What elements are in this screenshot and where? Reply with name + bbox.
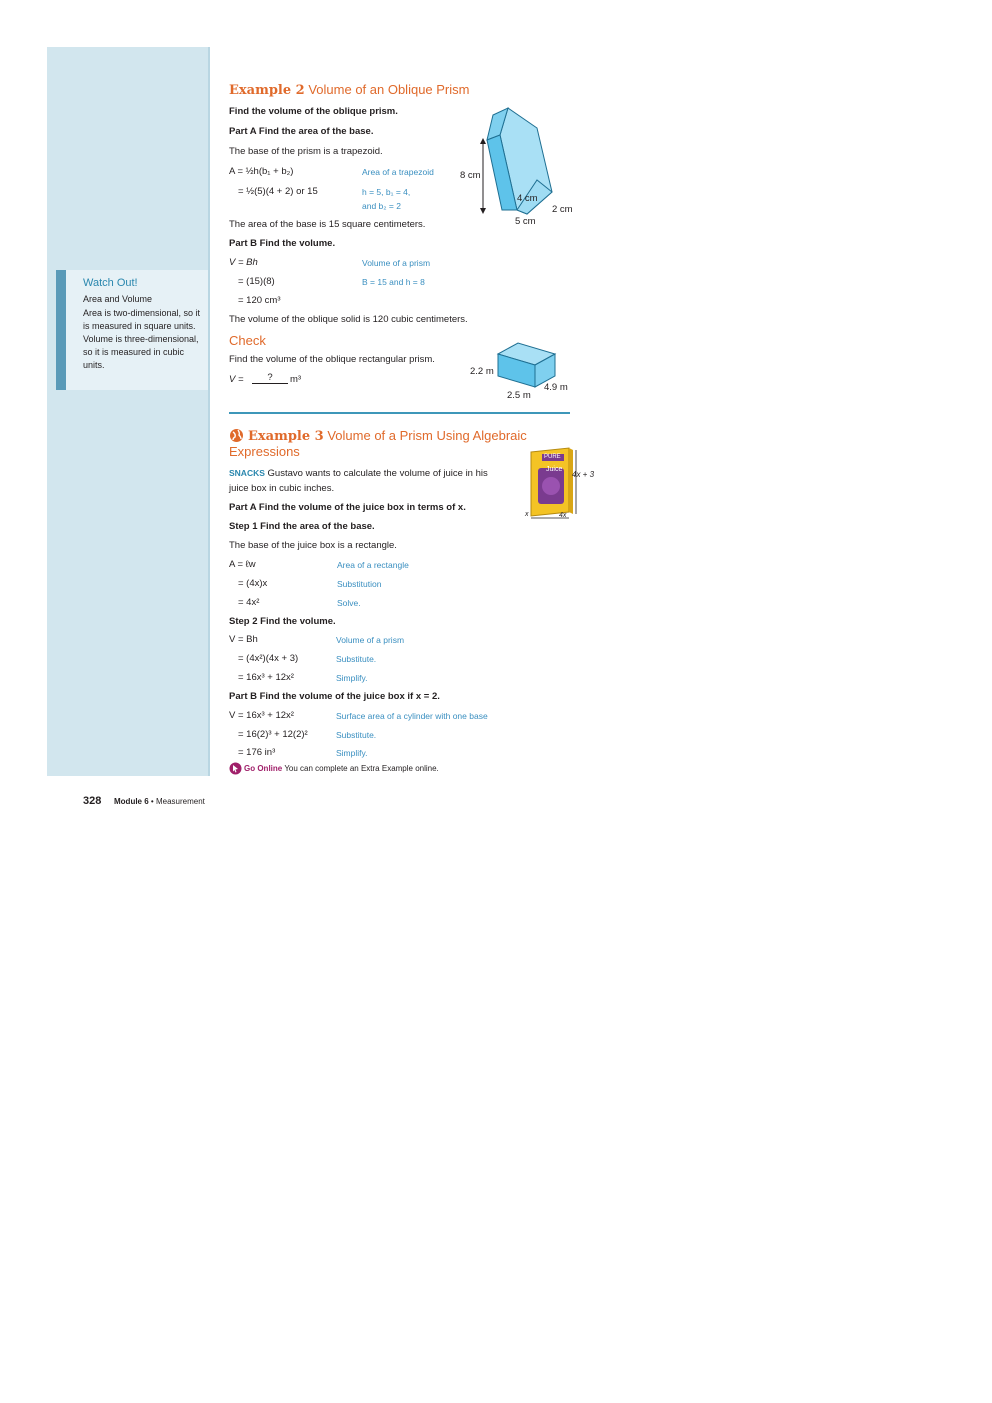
example3-partB: Part B Find the volume of the juice box if x = 2. bbox=[229, 691, 440, 702]
go-online-icon[interactable] bbox=[229, 762, 242, 775]
height-arrow-bottom bbox=[480, 208, 486, 214]
rect-prism-width-label: 2.5 m bbox=[507, 390, 531, 401]
rows-c-note-2: Simplify. bbox=[336, 748, 368, 758]
prism-height-label: 8 cm bbox=[460, 170, 481, 181]
example2-base-text: The base of the prism is a trapezoid. bbox=[229, 146, 383, 157]
rows-b-note-1: Substitute. bbox=[336, 654, 377, 664]
go-online-link[interactable]: Go Online bbox=[244, 764, 283, 773]
rows-a-note-2: Solve. bbox=[337, 598, 361, 608]
check-answer-unit: m³ bbox=[290, 374, 302, 385]
rows-b-expr-1: = (4x²)(4x + 3) bbox=[238, 653, 299, 664]
example3-intro-line2: juice box in cubic inches. bbox=[229, 483, 335, 494]
example3-label: Example 3 bbox=[248, 429, 324, 444]
rows-b-note-2: Simplify. bbox=[336, 673, 368, 683]
go-online-text: You can complete an Extra Example online. bbox=[284, 764, 439, 773]
example2-eq3-note: Volume of a prism bbox=[362, 258, 431, 268]
go-online-line bbox=[244, 764, 439, 773]
height-arrow-top bbox=[480, 138, 486, 144]
check-prompt: Find the volume of the oblique rectangular prism. bbox=[229, 354, 435, 365]
rows-b-note-0: Volume of a prism bbox=[336, 635, 405, 645]
example2-area-result: The area of the base is 15 square centimeters. bbox=[229, 219, 426, 230]
rows-c-expr-2: = 176 in³ bbox=[238, 747, 276, 758]
check-answer-blank[interactable]: ? bbox=[252, 372, 288, 384]
example3-step2: Step 2 Find the volume. bbox=[229, 616, 336, 627]
rows-a-expr-2: = 4x² bbox=[238, 597, 260, 608]
rows-c-expr-0: V = 16x³ + 12x² bbox=[229, 710, 294, 721]
juice-brand: PURE bbox=[544, 454, 561, 460]
section-divider bbox=[229, 412, 570, 414]
rows-a-expr-0: A = ℓw bbox=[229, 559, 256, 570]
example2-eq1: A = ½h(b₁ + b₂) bbox=[229, 166, 294, 177]
example2-volume-result: The volume of the oblique solid is 120 cubic centimeters. bbox=[229, 314, 468, 325]
watch-out-subtitle: Area and Volume bbox=[83, 294, 153, 304]
example2-eq2-note2: and b₂ = 2 bbox=[362, 201, 401, 211]
watch-out-body: Area is two-dimensional, so it is measured in square units. Volume is three-dimensional, so it is measured in cubic units. bbox=[83, 308, 201, 370]
example2-eq2: = ½(5)(4 + 2) or 15 bbox=[238, 186, 318, 197]
example3-title-line1: Volume of a Prism Using Algebraic bbox=[327, 428, 527, 443]
example3-partA: Part A Find the volume of the juice box in terms of x. bbox=[229, 502, 466, 513]
grape-cluster bbox=[542, 477, 560, 495]
rows-a-expr-1: = (4x)x bbox=[238, 578, 268, 589]
check-answer-prefix: V = bbox=[229, 374, 244, 385]
example2-heading bbox=[229, 82, 469, 98]
prism-h-label: 5 cm bbox=[515, 216, 536, 227]
footer-separator: • bbox=[150, 797, 154, 806]
example3-heading bbox=[248, 428, 527, 444]
rows-c-note-0: Surface area of a cylinder with one base bbox=[336, 711, 488, 721]
rows-c-expr-1: = 16(2)³ + 12(2)² bbox=[238, 729, 308, 740]
rows-a-note-0: Area of a rectangle bbox=[337, 560, 409, 570]
example2-eq1-note: Area of a trapezoid bbox=[362, 167, 434, 177]
check-title: Check bbox=[229, 333, 266, 348]
globe-icon bbox=[229, 428, 244, 443]
example2-label: Example 2 bbox=[229, 83, 305, 98]
page-number: 328 bbox=[83, 795, 102, 807]
example3-intro-text: Gustavo wants to calculate the volume of juice in his bbox=[267, 468, 488, 479]
prism-b1-label: 4 cm bbox=[517, 193, 538, 204]
example2-eq3: V = Bh bbox=[229, 257, 258, 268]
juice-product: Juice bbox=[546, 466, 563, 473]
footer-module-line bbox=[114, 797, 205, 806]
footer-module: Module 6 bbox=[114, 797, 149, 806]
example2-eq2-note1: h = 5, b₁ = 4, bbox=[362, 187, 411, 197]
example2-title: Volume of an Oblique Prism bbox=[308, 82, 470, 97]
example2-eq5: = 120 cm³ bbox=[238, 295, 281, 306]
example2-partA: Part A Find the area of the base. bbox=[229, 126, 374, 137]
sidebar bbox=[47, 47, 208, 776]
rows-c-note-1: Substitute. bbox=[336, 730, 377, 740]
example3-tag: SNACKS bbox=[229, 468, 265, 478]
example2-prompt: Find the volume of the oblique prism. bbox=[229, 106, 398, 117]
watch-out-title: Watch Out! bbox=[83, 277, 138, 289]
rect-prism-height-label: 2.2 m bbox=[470, 366, 494, 377]
watch-out-bar bbox=[56, 270, 66, 390]
example2-partB: Part B Find the volume. bbox=[229, 238, 336, 249]
rows-b-expr-0: V = Bh bbox=[229, 634, 258, 645]
example3-intro-line1 bbox=[229, 468, 488, 479]
rows-b-expr-2: = 16x³ + 12x² bbox=[238, 672, 294, 683]
prism-b2-label: 2 cm bbox=[552, 204, 573, 215]
juice-length-label: 4x bbox=[559, 512, 567, 519]
rows-a-note-1: Substitution bbox=[337, 579, 382, 589]
example2-eq4: = (15)(8) bbox=[238, 276, 275, 287]
example2-eq4-note: B = 15 and h = 8 bbox=[362, 277, 425, 287]
juice-box-side bbox=[569, 448, 573, 514]
juice-width-label: x bbox=[525, 511, 529, 518]
example3-base-text: The base of the juice box is a rectangle. bbox=[229, 540, 397, 551]
footer-section: Measurement bbox=[155, 797, 205, 806]
sidebar-rule bbox=[208, 47, 210, 776]
example3-step1: Step 1 Find the area of the base. bbox=[229, 521, 375, 532]
example3-title-line2: Expressions bbox=[229, 444, 300, 459]
rect-prism-depth-label: 4.9 m bbox=[544, 382, 568, 393]
juice-height-label: 4x + 3 bbox=[572, 470, 595, 479]
